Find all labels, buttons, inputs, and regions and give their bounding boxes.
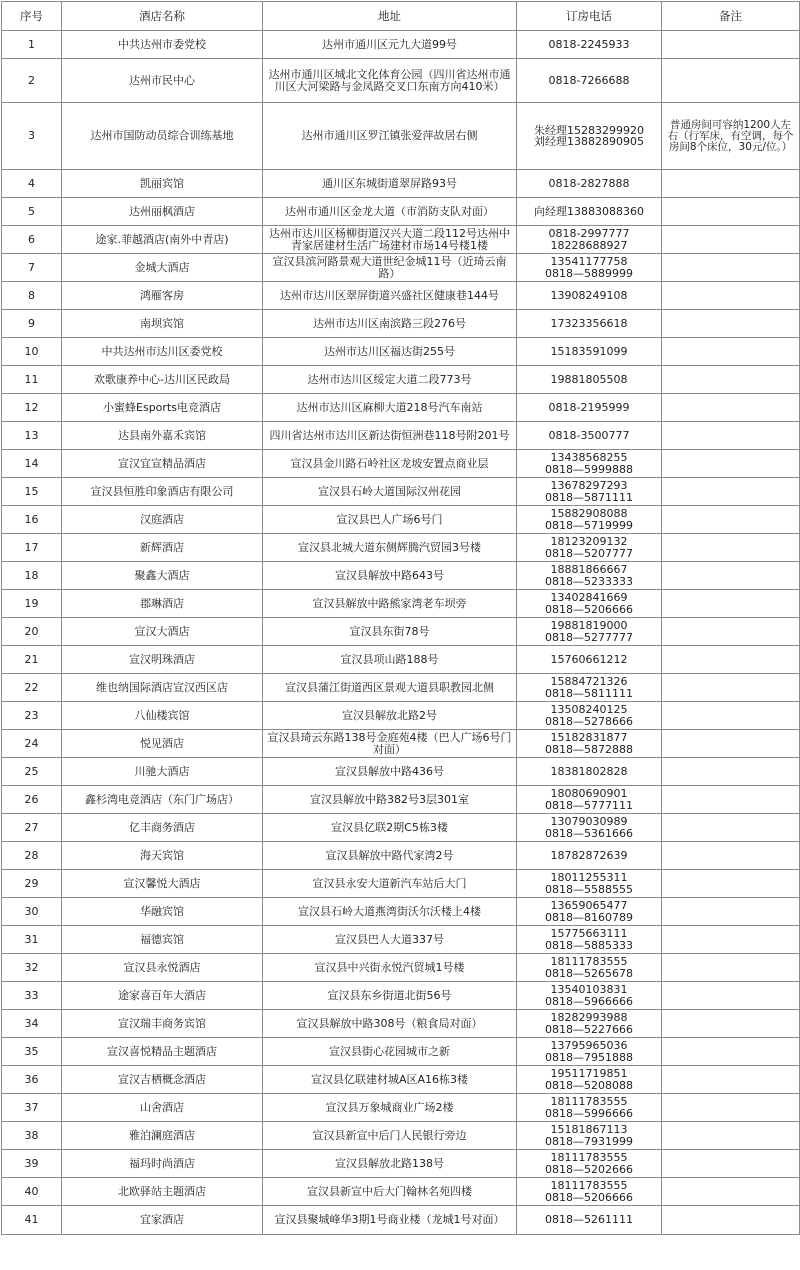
- cell-address: 宣汉县琦云东路138号金庭苑4楼（巴人广场6号门对面）: [263, 730, 517, 758]
- table-row: [2, 31, 800, 59]
- cell-address: 达州市通川区金龙大道（市消防支队对面）: [263, 198, 517, 226]
- cell-hotel-name: 金城大酒店: [62, 254, 263, 282]
- cell-address: 宣汉县石岭大道国际汉州花园: [263, 478, 517, 506]
- header-row: [2, 2, 800, 31]
- cell-note: [662, 1206, 800, 1235]
- cell-hotel-name: 北欧驿站主题酒店: [62, 1178, 263, 1206]
- table-row: [2, 103, 800, 170]
- cell-address: 达州市达川区南滨路三段276号: [263, 310, 517, 338]
- cell-address: 达州市达川区翠屏街道兴盛社区健康巷144号: [263, 282, 517, 310]
- header-address: 地址: [263, 2, 517, 31]
- table-row: [2, 926, 800, 954]
- cell-note: [662, 730, 800, 758]
- header-hotel-name: 酒店名称: [62, 2, 263, 31]
- cell-address: 宣汉县中兴街永悦汽贸城1号楼: [263, 954, 517, 982]
- cell-note: [662, 310, 800, 338]
- cell-no: 8: [2, 282, 62, 310]
- cell-hotel-name: 聚鑫大酒店: [62, 562, 263, 590]
- cell-address: 达州市通川区城北文化体育公园（四川省达州市通川区大河梁路与金凤路交叉口东南方向410米）: [263, 59, 517, 103]
- cell-note: [662, 478, 800, 506]
- table-row: [2, 1094, 800, 1122]
- table-row: [2, 1150, 800, 1178]
- cell-note: [662, 982, 800, 1010]
- cell-phone: 13540103831 0818—5966666: [517, 982, 662, 1010]
- cell-phone: 15884721326 0818—5811111: [517, 674, 662, 702]
- cell-no: 26: [2, 786, 62, 814]
- table-header: [2, 2, 800, 31]
- cell-address: 宣汉县解放北路138号: [263, 1150, 517, 1178]
- cell-note: [662, 1122, 800, 1150]
- cell-address: 宣汉县解放中路熊家湾老车坝旁: [263, 590, 517, 618]
- cell-note: [662, 898, 800, 926]
- cell-hotel-name: 达州市国防动员综合训练基地: [62, 103, 263, 170]
- cell-phone: 18011255311 0818—5588555: [517, 870, 662, 898]
- cell-no: 11: [2, 366, 62, 394]
- cell-note: [662, 758, 800, 786]
- cell-hotel-name: 宣汉宜宣精品酒店: [62, 450, 263, 478]
- cell-no: 31: [2, 926, 62, 954]
- cell-hotel-name: 福玛时尚酒店: [62, 1150, 263, 1178]
- cell-address: 四川省达州市达川区新达街恒洲巷118号附201号: [263, 422, 517, 450]
- cell-no: 14: [2, 450, 62, 478]
- cell-address: 宣汉县新宣中后大门翰林名苑四楼: [263, 1178, 517, 1206]
- cell-no: 18: [2, 562, 62, 590]
- table-row: [2, 898, 800, 926]
- cell-address: 宣汉县石岭大道燕湾街沃尔沃楼上4楼: [263, 898, 517, 926]
- cell-phone: 18381802828: [517, 758, 662, 786]
- cell-note: [662, 674, 800, 702]
- cell-hotel-name: 宜家酒店: [62, 1206, 263, 1235]
- cell-note: [662, 1150, 800, 1178]
- cell-phone: 19881805508: [517, 366, 662, 394]
- cell-no: 4: [2, 170, 62, 198]
- cell-no: 30: [2, 898, 62, 926]
- cell-note: [662, 954, 800, 982]
- cell-no: 23: [2, 702, 62, 730]
- table-row: [2, 786, 800, 814]
- table-row: [2, 1066, 800, 1094]
- cell-note: [662, 618, 800, 646]
- cell-address: 宣汉县新宣中后门人民银行旁边: [263, 1122, 517, 1150]
- cell-hotel-name: 悦见酒店: [62, 730, 263, 758]
- cell-phone: 13079030989 0818—5361666: [517, 814, 662, 842]
- cell-no: 27: [2, 814, 62, 842]
- cell-address: 达州市通川区元九大道99号: [263, 31, 517, 59]
- cell-no: 40: [2, 1178, 62, 1206]
- cell-note: [662, 1094, 800, 1122]
- cell-hotel-name: 海天宾馆: [62, 842, 263, 870]
- cell-hotel-name: 宣汉吉栖概念酒店: [62, 1066, 263, 1094]
- cell-no: 17: [2, 534, 62, 562]
- table-row: [2, 59, 800, 103]
- cell-address: 宣汉县巴人广场6号门: [263, 506, 517, 534]
- cell-hotel-name: 宣汉瑞丰商务宾馆: [62, 1010, 263, 1038]
- cell-hotel-name: 宣汉县恒胜印象酒店有限公司: [62, 478, 263, 506]
- cell-note: [662, 366, 800, 394]
- cell-hotel-name: 达县南外嘉禾宾馆: [62, 422, 263, 450]
- cell-hotel-name: 山舍酒店: [62, 1094, 263, 1122]
- cell-address: 宣汉县万象城商业广场2楼: [263, 1094, 517, 1122]
- table-row: [2, 170, 800, 198]
- cell-phone: 13402841669 0818—5206666: [517, 590, 662, 618]
- cell-hotel-name: 新辉酒店: [62, 534, 263, 562]
- cell-phone: 13659065477 0818—8160789: [517, 898, 662, 926]
- cell-note: [662, 254, 800, 282]
- table-row: [2, 226, 800, 254]
- cell-phone: 13438568255 0818—5999888: [517, 450, 662, 478]
- cell-address: 宣汉县蒲江街道西区景观大道县职教园北侧: [263, 674, 517, 702]
- cell-address: 宣汉县永安大道新汽车站后大门: [263, 870, 517, 898]
- cell-no: 37: [2, 1094, 62, 1122]
- cell-no: 21: [2, 646, 62, 674]
- cell-address: 宣汉县解放中路382号3层301室: [263, 786, 517, 814]
- cell-no: 13: [2, 422, 62, 450]
- table-row: [2, 1122, 800, 1150]
- cell-address: 宣汉县北城大道东侧辉腾汽贸园3号楼: [263, 534, 517, 562]
- cell-phone: 向经理13883088360: [517, 198, 662, 226]
- cell-phone: 0818-2245933: [517, 31, 662, 59]
- cell-no: 36: [2, 1066, 62, 1094]
- cell-note: [662, 646, 800, 674]
- cell-no: 32: [2, 954, 62, 982]
- cell-phone: 13508240125 0818—5278666: [517, 702, 662, 730]
- cell-hotel-name: 途家.菲越酒店(南外中青店): [62, 226, 263, 254]
- table-row: [2, 338, 800, 366]
- cell-note: [662, 282, 800, 310]
- cell-note: [662, 1066, 800, 1094]
- cell-no: 22: [2, 674, 62, 702]
- cell-address: 宣汉县解放中路436号: [263, 758, 517, 786]
- cell-no: 38: [2, 1122, 62, 1150]
- cell-phone: 13541177758 0818—5889999: [517, 254, 662, 282]
- cell-address: 达州市达川区福达街255号: [263, 338, 517, 366]
- cell-hotel-name: 达州丽枫酒店: [62, 198, 263, 226]
- table-row: [2, 1010, 800, 1038]
- cell-phone: 15182831877 0818—5872888: [517, 730, 662, 758]
- cell-hotel-name: 宣汉喜悦精品主题酒店: [62, 1038, 263, 1066]
- cell-hotel-name: 华融宾馆: [62, 898, 263, 926]
- cell-address: 通川区东城街道翠屏路93号: [263, 170, 517, 198]
- header-note: 备注: [662, 2, 800, 31]
- cell-address: 达州市通川区罗江镇张爱萍故居右侧: [263, 103, 517, 170]
- cell-address: 达州市达川区杨柳街道汉兴大道二段112号达州中青家居建材生活广场建材市场14号楼1楼: [263, 226, 517, 254]
- table-row: [2, 730, 800, 758]
- cell-address: 宣汉县解放北路2号: [263, 702, 517, 730]
- cell-address: 达州市达川区麻柳大道218号汽车南站: [263, 394, 517, 422]
- table-row: [2, 450, 800, 478]
- cell-hotel-name: 维也纳国际酒店宣汉西区店: [62, 674, 263, 702]
- cell-address: 宣汉县金川路石岭社区龙坡安置点商业层: [263, 450, 517, 478]
- cell-no: 34: [2, 1010, 62, 1038]
- cell-no: 19: [2, 590, 62, 618]
- cell-note: [662, 198, 800, 226]
- cell-phone: 0818-7266688: [517, 59, 662, 103]
- cell-note: [662, 394, 800, 422]
- cell-note: [662, 422, 800, 450]
- cell-address: 宣汉县巴人大道337号: [263, 926, 517, 954]
- table-row: [2, 394, 800, 422]
- cell-note: [662, 870, 800, 898]
- table-row: [2, 982, 800, 1010]
- table-row: [2, 1178, 800, 1206]
- cell-address: 宣汉县项山路188号: [263, 646, 517, 674]
- cell-note: [662, 31, 800, 59]
- cell-phone: 15882908088 0818—5719999: [517, 506, 662, 534]
- cell-hotel-name: 中共达州市达川区委党校: [62, 338, 263, 366]
- cell-phone: 18782872639: [517, 842, 662, 870]
- cell-no: 41: [2, 1206, 62, 1235]
- cell-phone: 17323356618: [517, 310, 662, 338]
- table-row: [2, 702, 800, 730]
- cell-no: 15: [2, 478, 62, 506]
- cell-note: [662, 562, 800, 590]
- cell-hotel-name: 川驰大酒店: [62, 758, 263, 786]
- cell-note: [662, 1038, 800, 1066]
- cell-no: 25: [2, 758, 62, 786]
- table-row: [2, 422, 800, 450]
- cell-no: 39: [2, 1150, 62, 1178]
- table-row: [2, 562, 800, 590]
- cell-phone: 15760661212: [517, 646, 662, 674]
- table-row: [2, 1206, 800, 1235]
- cell-no: 3: [2, 103, 62, 170]
- cell-no: 1: [2, 31, 62, 59]
- cell-phone: 19881819000 0818—5277777: [517, 618, 662, 646]
- table-row: [2, 954, 800, 982]
- cell-phone: 15181867113 0818—7931999: [517, 1122, 662, 1150]
- table-row: [2, 618, 800, 646]
- header-no: 序号: [2, 2, 62, 31]
- cell-hotel-name: 南坝宾馆: [62, 310, 263, 338]
- cell-no: 9: [2, 310, 62, 338]
- cell-hotel-name: 鸿雁客房: [62, 282, 263, 310]
- cell-no: 10: [2, 338, 62, 366]
- cell-hotel-name: 凯丽宾馆: [62, 170, 263, 198]
- cell-hotel-name: 汉庭酒店: [62, 506, 263, 534]
- cell-address: 宣汉县解放中路代家湾2号: [263, 842, 517, 870]
- cell-note: [662, 59, 800, 103]
- table-row: [2, 1038, 800, 1066]
- cell-no: 2: [2, 59, 62, 103]
- table-row: [2, 310, 800, 338]
- table-row: [2, 870, 800, 898]
- cell-address: 宣汉县东乡街道北街56号: [263, 982, 517, 1010]
- cell-note: [662, 170, 800, 198]
- table-row: [2, 758, 800, 786]
- table-row: [2, 478, 800, 506]
- cell-phone: 朱经理15283299920 刘经理13882890905: [517, 103, 662, 170]
- cell-hotel-name: 宣汉大酒店: [62, 618, 263, 646]
- cell-phone: 18282993988 0818—5227666: [517, 1010, 662, 1038]
- header-phone: 订房电话: [517, 2, 662, 31]
- cell-no: 6: [2, 226, 62, 254]
- cell-note: [662, 814, 800, 842]
- cell-note: [662, 450, 800, 478]
- cell-hotel-name: 鑫杉湾电竞酒店（东门广场店）: [62, 786, 263, 814]
- table-row: [2, 646, 800, 674]
- cell-phone: 13678297293 0818—5871111: [517, 478, 662, 506]
- cell-hotel-name: 途家喜百年大酒店: [62, 982, 263, 1010]
- table-row: [2, 674, 800, 702]
- cell-no: 28: [2, 842, 62, 870]
- cell-note: [662, 786, 800, 814]
- table-body: [2, 31, 800, 1235]
- cell-no: 29: [2, 870, 62, 898]
- cell-hotel-name: 宣汉馨悦大酒店: [62, 870, 263, 898]
- cell-address: 宣汉县亿联2期C5栋3楼: [263, 814, 517, 842]
- cell-hotel-name: 福德宾馆: [62, 926, 263, 954]
- cell-note: [662, 926, 800, 954]
- cell-hotel-name: 郡琳酒店: [62, 590, 263, 618]
- table-row: [2, 534, 800, 562]
- cell-phone: 18111783555 0818—5206666: [517, 1178, 662, 1206]
- cell-address: 宣汉县解放中路308号（粮食局对面）: [263, 1010, 517, 1038]
- cell-phone: 13908249108: [517, 282, 662, 310]
- cell-phone: 19511719851 0818—5208088: [517, 1066, 662, 1094]
- cell-note: [662, 226, 800, 254]
- cell-phone: 0818-3500777: [517, 422, 662, 450]
- cell-hotel-name: 中共达州市委党校: [62, 31, 263, 59]
- cell-note: [662, 338, 800, 366]
- cell-note: [662, 1178, 800, 1206]
- cell-address: 宣汉县亿联建材城A区A16栋3楼: [263, 1066, 517, 1094]
- cell-hotel-name: 雅泊澜庭酒店: [62, 1122, 263, 1150]
- cell-no: 33: [2, 982, 62, 1010]
- cell-hotel-name: 达州市民中心: [62, 59, 263, 103]
- cell-no: 7: [2, 254, 62, 282]
- cell-phone: 15183591099: [517, 338, 662, 366]
- cell-phone: 18080690901 0818—5777111: [517, 786, 662, 814]
- cell-phone: 15775663111 0818—5885333: [517, 926, 662, 954]
- table-row: [2, 198, 800, 226]
- table-row: [2, 366, 800, 394]
- table-row: [2, 254, 800, 282]
- cell-hotel-name: 欢歌康养中心-达川区民政局: [62, 366, 263, 394]
- cell-address: 宣汉县街心花园城市之新: [263, 1038, 517, 1066]
- cell-phone: 0818-2195999: [517, 394, 662, 422]
- cell-address: 达州市达川区绥定大道二段773号: [263, 366, 517, 394]
- cell-note: 普通房间可容纳1200人左右（行军床，有空调，每个房间8个床位，30元/位。）: [662, 103, 800, 170]
- cell-note: [662, 590, 800, 618]
- cell-hotel-name: 宣汉县永悦酒店: [62, 954, 263, 982]
- cell-no: 24: [2, 730, 62, 758]
- cell-hotel-name: 亿丰商务酒店: [62, 814, 263, 842]
- cell-address: 宣汉县东街78号: [263, 618, 517, 646]
- cell-phone: 0818—5261111: [517, 1206, 662, 1235]
- cell-hotel-name: 八仙楼宾馆: [62, 702, 263, 730]
- cell-phone: 18111783555 0818—5996666: [517, 1094, 662, 1122]
- cell-phone: 18111783555 0818—5202666: [517, 1150, 662, 1178]
- hotel-table: [1, 1, 800, 1235]
- cell-phone: 0818-2827888: [517, 170, 662, 198]
- cell-no: 35: [2, 1038, 62, 1066]
- cell-no: 12: [2, 394, 62, 422]
- cell-address: 宣汉县解放中路643号: [263, 562, 517, 590]
- table-row: [2, 282, 800, 310]
- cell-no: 5: [2, 198, 62, 226]
- cell-hotel-name: 小蜜蜂Esports电竞酒店: [62, 394, 263, 422]
- table-row: [2, 814, 800, 842]
- cell-hotel-name: 宣汉明珠酒店: [62, 646, 263, 674]
- cell-address: 宣汉县滨河路景观大道世纪金城11号（近琦云南路）: [263, 254, 517, 282]
- cell-phone: 13795965036 0818—7951888: [517, 1038, 662, 1066]
- cell-phone: 18881866667 0818—5233333: [517, 562, 662, 590]
- cell-no: 20: [2, 618, 62, 646]
- cell-note: [662, 1010, 800, 1038]
- cell-phone: 18111783555 0818—5265678: [517, 954, 662, 982]
- table-row: [2, 842, 800, 870]
- cell-address: 宣汉县聚城峰华3期1号商业楼（龙城1号对面）: [263, 1206, 517, 1235]
- cell-phone: 0818-2997777 18228688927: [517, 226, 662, 254]
- cell-note: [662, 702, 800, 730]
- cell-no: 16: [2, 506, 62, 534]
- table-row: [2, 590, 800, 618]
- cell-note: [662, 534, 800, 562]
- cell-note: [662, 506, 800, 534]
- cell-note: [662, 842, 800, 870]
- cell-phone: 18123209132 0818—5207777: [517, 534, 662, 562]
- table-row: [2, 506, 800, 534]
